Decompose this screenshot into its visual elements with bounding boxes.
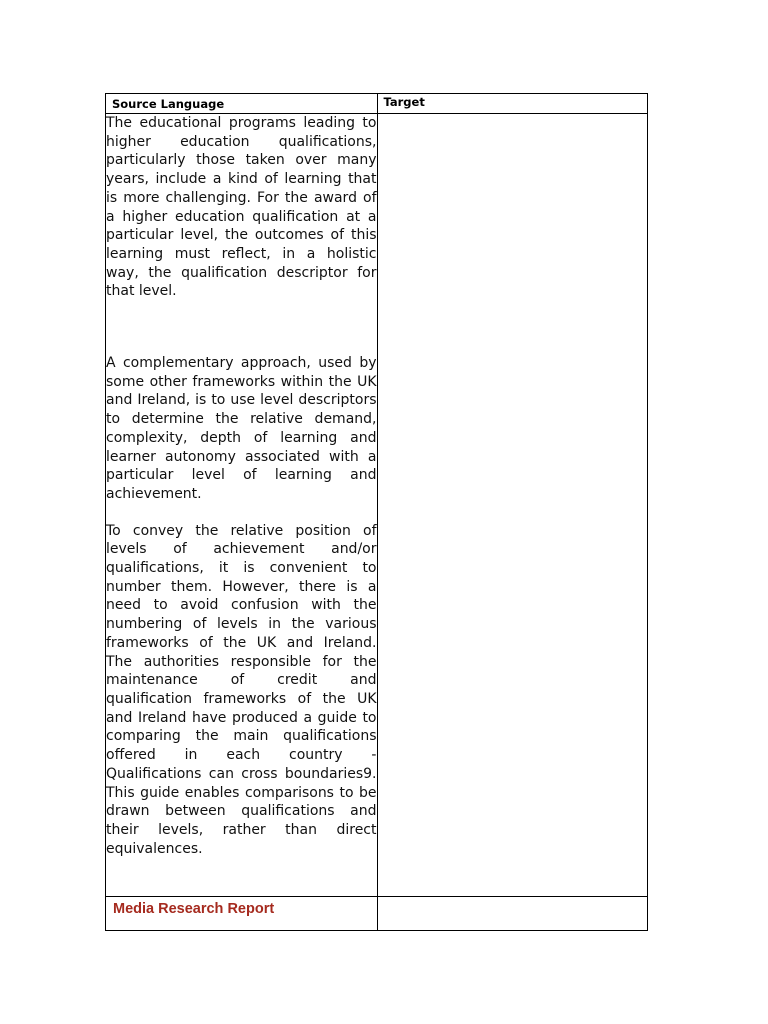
source-paragraph-2: A complementary approach, used by some other frameworks within the UK and Ireland, is to use level descriptors to determine the relative demand, complexity, depth of learning and learner autonomy associated with a particular level of learning and achievement. (106, 355, 377, 502)
source-language-header: Source Language (112, 97, 225, 111)
target-header-cell (377, 94, 648, 114)
source-text-cell (106, 114, 378, 897)
footer-row (106, 897, 648, 931)
target-header: Target (383, 95, 425, 109)
target-text-cell[interactable] (377, 114, 648, 897)
source-header-cell (106, 94, 378, 114)
footer-right-text (378, 897, 648, 900)
header-row (106, 94, 648, 114)
footer-right-cell (377, 897, 648, 931)
source-paragraph-1: The educational programs leading to higher education qualifications, particularly those taken over many years, include a kind of learning that is more challenging. For the award of a higher education qualification at a particular level, the outcomes of this learning must reflect, in a holistic way, the qualification descriptor for that level. (106, 115, 377, 300)
content-row (106, 114, 648, 897)
source-paragraph-3: To convey the relative position of levels of achievement and/or qualifications, it is convenient to number them. However, there is a need to avoid confusion with the numbering of levels in the various frameworks of the UK and Ireland. The authorities responsible for the maintenance of credit and qualification frameworks of the UK and Ireland have produced a guide to comparing the main qualifications offered in each country - Qualifications can cross boundaries9. This guide enables comparisons to be drawn between qualifications and their levels, rather than direct equivalences. (106, 522, 377, 857)
translation-table (105, 93, 648, 931)
media-research-report-title: Media Research Report (113, 901, 275, 917)
footer-left-cell (106, 897, 378, 931)
